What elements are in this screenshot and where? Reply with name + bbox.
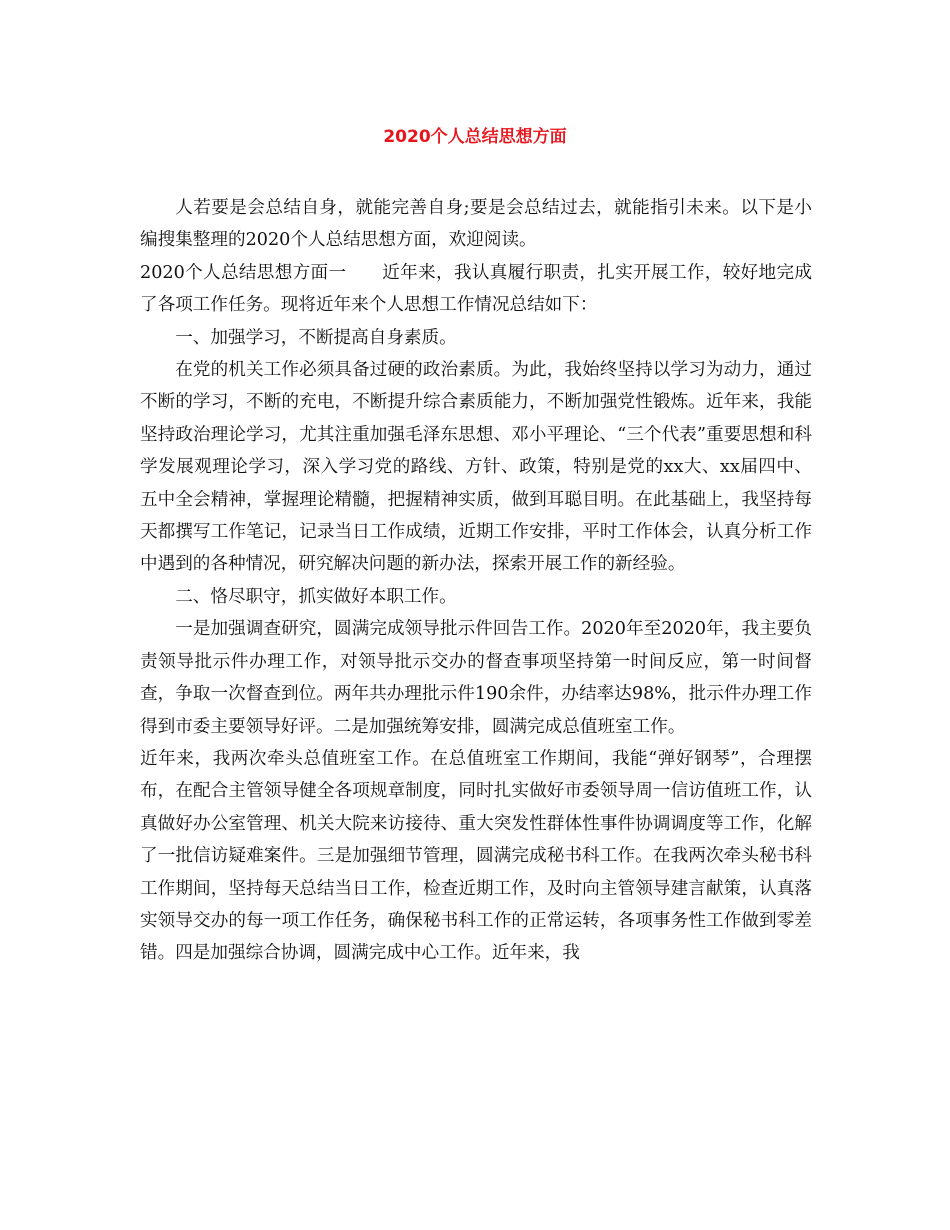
paragraph-study: 在党的机关工作必须具备过硬的政治素质。为此，我始终坚持以学习为动力，通过不断的学习，不断的充电，不断提升综合素质能力，不断加强党性锻炼。近年来，我能坚持政治理论学习，尤其注重加强毛泽东思想、邓小平理论、“三个代表”重要思想和科学发展观理论学习，深入学习党的路线、方针、政策，特别是党的xx大、xx届四中、五中全会精神，掌握理论精髓，把握精神实质，做到耳聪目明。在此基础上，我坚持每天都撰写工作笔记，记录当日工作成绩，近期工作安排，平时工作体会，认真分析工作中遇到的各种情况，研究解决问题的新办法，探索开展工作的新经验。: [140, 360, 812, 575]
paragraph-section-one-heading: 2020个人总结思想方面一 近年来，我认真履行职责，扎实开展工作，较好地完成了各项工作任务。现将近年来个人思想工作情况总结如下：: [140, 262, 812, 316]
paragraph-point-two: 二、恪尽职守，抓实做好本职工作。: [175, 586, 457, 607]
document-body: [140, 192, 812, 970]
paragraph-duties: 一是加强调查研究，圆满完成领导批示件回告工作。2020年至2020年，我主要负责领导批示件办理工作，对领导批示交办的督查事项坚持第一时间反应，第一时间督查，争取一次督查到位。两年共办理批示件190余件，办结率达98%，批示件办理工作得到市委主要领导好评。二是加强统筹安排，圆满完成总值班室工作。: [140, 619, 812, 737]
paragraph-point-one: 一、加强学习，不断提高自身素质。: [175, 327, 457, 348]
paragraph-duty-room: 近年来，我两次牵头总值班室工作。在总值班室工作期间，我能“弹好钢琴”，合理摆布，在配合主管领导健全各项规章制度，同时扎实做好市委领导周一信访值班工作，认真做好办公室管理、机关大院来访接待、重大突发性群体性事件协调调度等工作，化解了一批信访疑难案件。三是加强细节管理，圆满完成秘书科工作。在我两次牵头秘书科工作期间，坚持每天总结当日工作，检查近期工作，及时向主管领导建言献策，认真落实领导交办的每一项工作任务，确保秘书科工作的正常运转，各项事务性工作做到零差错。四是加强综合协调，圆满完成中心工作。近年来，我: [140, 748, 812, 964]
paragraph-intro: 人若要是会总结自身，就能完善自身;要是会总结过去，就能指引未来。以下是小编搜集整理的2020个人总结思想方面，欢迎阅读。: [140, 198, 812, 251]
document-title: 2020个人总结思想方面: [383, 127, 567, 147]
